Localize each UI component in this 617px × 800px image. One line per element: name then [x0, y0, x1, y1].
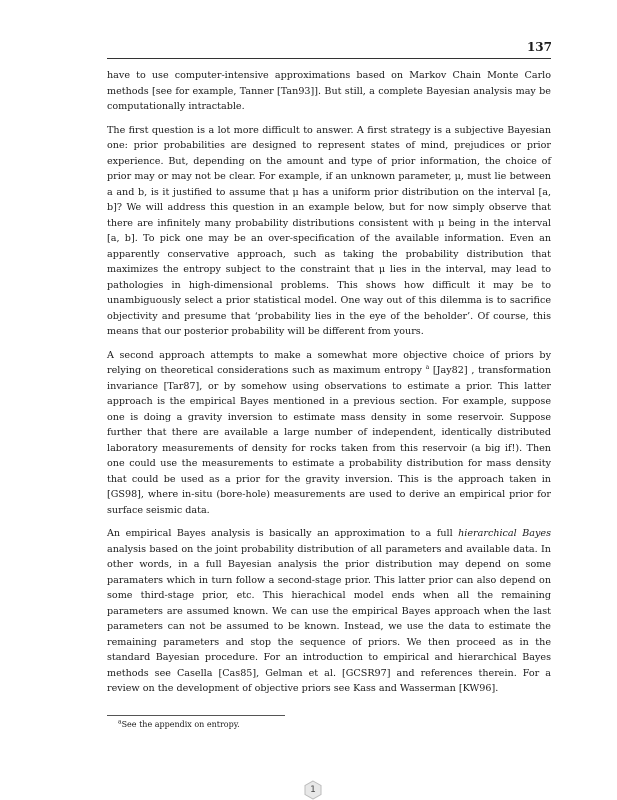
paragraph-1: have to use computer-intensive approximations based on Markov Chain Monte Carlo methods [see for example, Tanner [Tan93]]. But still, a complete Bayesian analysis may be computationally intractable.	[107, 70, 551, 112]
footnote-rule	[107, 715, 285, 716]
emphasis-hierarchical-bayes: hierarchical Bayes	[458, 528, 551, 539]
paragraph-4-text-end: analysis based on the joint probability distribution of all parameters and available data. In other words, in a full Bayesian analysis the prior distribution may depend on some paramaters which in turn follow a second-stage prior. This latter prior can also depend on some third-stage prior, etc. This hierachical model ends when all the remaining parameters are assumed known. We can use the empirical Bayes approach when the last parameters can not be assumed to be known. Instead, we use the data to estimate the remaining parameters and stop the sequence of priors. We then proceed as in the standard Bayesian procedure. For an introduction to empirical and hierarchical Bayes methods see Casella [Cas85], Gelman et al. [GCSR97] and references therein. For a review on the development of objective priors see Kass and Wasserman [KW96].	[107, 543, 551, 694]
footnote	[118, 719, 240, 730]
header-rule	[107, 58, 551, 59]
paragraph-2: The first question is a lot more difficult to answer. A first strategy is a subjective Bayesian one: prior probabilities are designed to represent states of mind, prejudices or prior experience. But, depending on the amount and type of prior information, the choice of prior may or may not be clear. For example, if an unknown parameter, μ, must lie between a and b, is it justified to assume that μ has a uniform prior distribution on the interval [a, b]? We will address this question in an example below, but for now simply observe that there are infinitely many probability distributions consistent with μ being in the interval [a, b]. To pick one may be an over-specification of the available information. Even an apparently conservative approach, such as taking the probability distribution that maximizes the entropy subject to the constraint that μ lies in the interval, may lead to pathologies in high-dimensional problems. This shows how difficult it may be to unambiguously select a prior statistical model. One way out of this dilemma is to sacrifice objectivity and presume that ‘probability lies in the eye of the beholder’. Of course, this means that our posterior probability will be different from yours.	[107, 124, 551, 337]
paragraph-3-text-start: A second approach attempts to make a somewhat more objective choice of priors by relying on theoretical considerations such as maximum entropy	[107, 349, 551, 376]
paragraph-4	[107, 526, 551, 697]
page-number: 137	[526, 40, 552, 54]
body-text	[107, 68, 551, 705]
page-badge[interactable]	[303, 780, 323, 800]
badge-label: 1	[310, 785, 316, 795]
paragraph-4-text-start: An empirical Bayes analysis is basically an approximation to a full	[107, 528, 459, 539]
footnote-text: See the appendix on entropy.	[121, 720, 240, 729]
paragraph-3-text-end: [Jay82] , transformation invariance [Tar87], or by somehow using observations to estimate a prior. This latter approach is the empirical Bayes mentioned in a previous section. For example, suppose one is doing a gravity inversion to estimate mass density in some reservoir. Suppose further that there are available a large number of independent, identically distributed laboratory measurements of density for rocks taken from this reservoir (a big if!). Then one could use the measurements to estimate a probability distribution for mass density that could be used as a prior for the gravity inversion. This is the approach taken in [GS98], where in-situ (bore-hole) measurements are used to derive an empirical prior for surface seismic data.	[107, 365, 551, 516]
paragraph-3	[107, 348, 551, 519]
footnote-mark: a	[118, 718, 122, 726]
footnote-reference[interactable]: a	[425, 363, 430, 371]
